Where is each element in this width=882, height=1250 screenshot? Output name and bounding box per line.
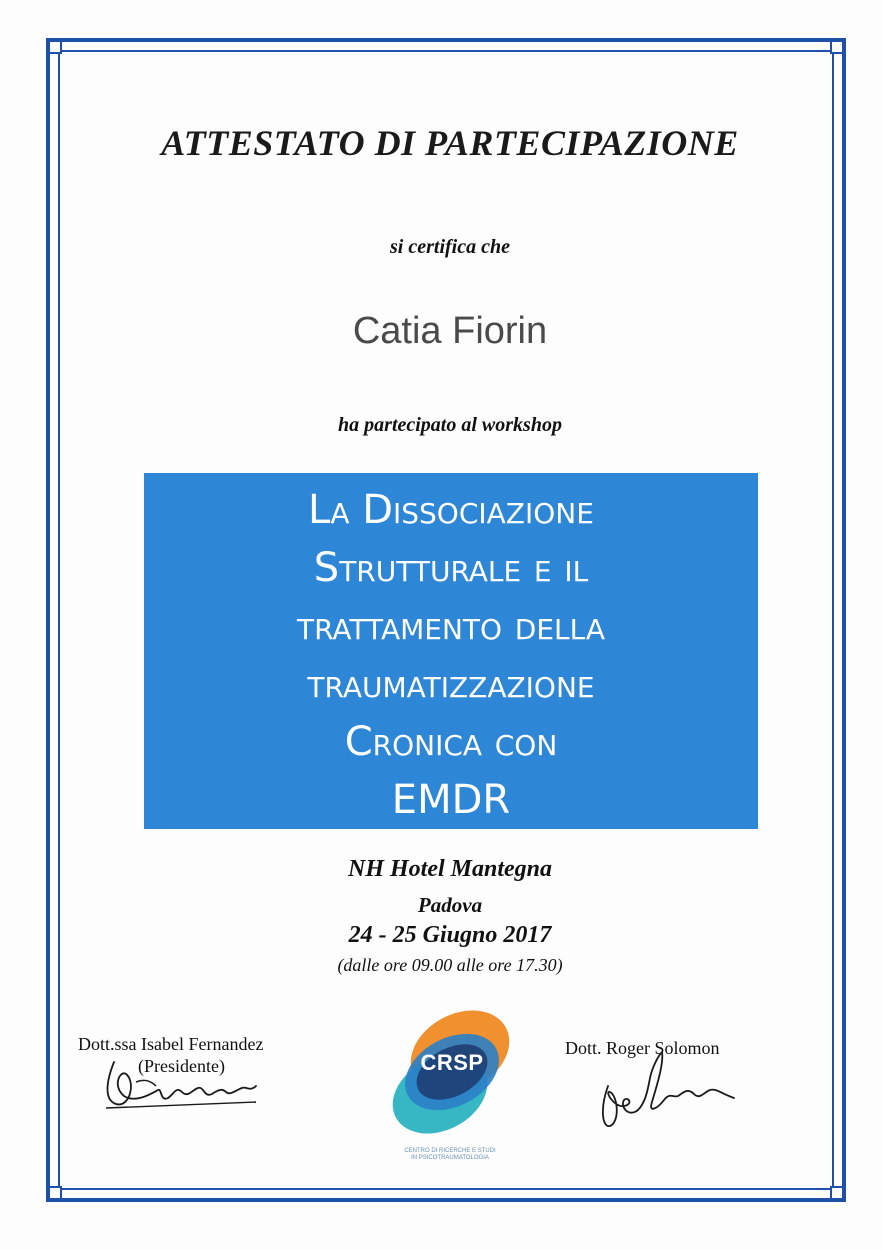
left-signatory-name: Dott.ssa Isabel Fernandez [78,1034,264,1054]
left-signature [96,1052,266,1114]
venue: NH Hotel Mantegna [347,856,552,882]
crsp-logo [384,1004,520,1138]
workshop-title-box [144,473,758,829]
certifies-text: si certifica che [390,236,510,258]
logo-caption-line: IN PSICOTRAUMATOLOGIA [411,1155,489,1161]
border-corner [830,40,844,54]
border-corner [48,1186,62,1200]
event-dates: 24 - 25 Giugno 2017 [348,922,552,948]
right-signatory-name: Dott. Roger Solomon [565,1038,720,1058]
certificate-title: ATTESTATO DI PARTECIPAZIONE [161,123,739,163]
right-signature [594,1048,744,1136]
participant-name: Catia Fiorin [352,310,548,352]
participation-text: ha partecipato al workshop [338,414,562,436]
border-corner [830,1186,844,1200]
crsp-logo-text: CRSP [420,1050,484,1075]
city: Padova [417,893,483,917]
workshop-title: La Dissociazione Strutturale e il trattamento della traumatizzazione Cronica con EMDR [297,487,605,823]
border-corner [48,40,62,54]
left-signatory-role: (Presidente) [138,1056,225,1076]
event-hours: (dalle ore 09.00 alle ore 17.30) [337,955,563,975]
logo-caption-line: CENTRO DI RICERCHE E STUDI [404,1148,496,1154]
crsp-logo-caption [370,1148,530,1162]
